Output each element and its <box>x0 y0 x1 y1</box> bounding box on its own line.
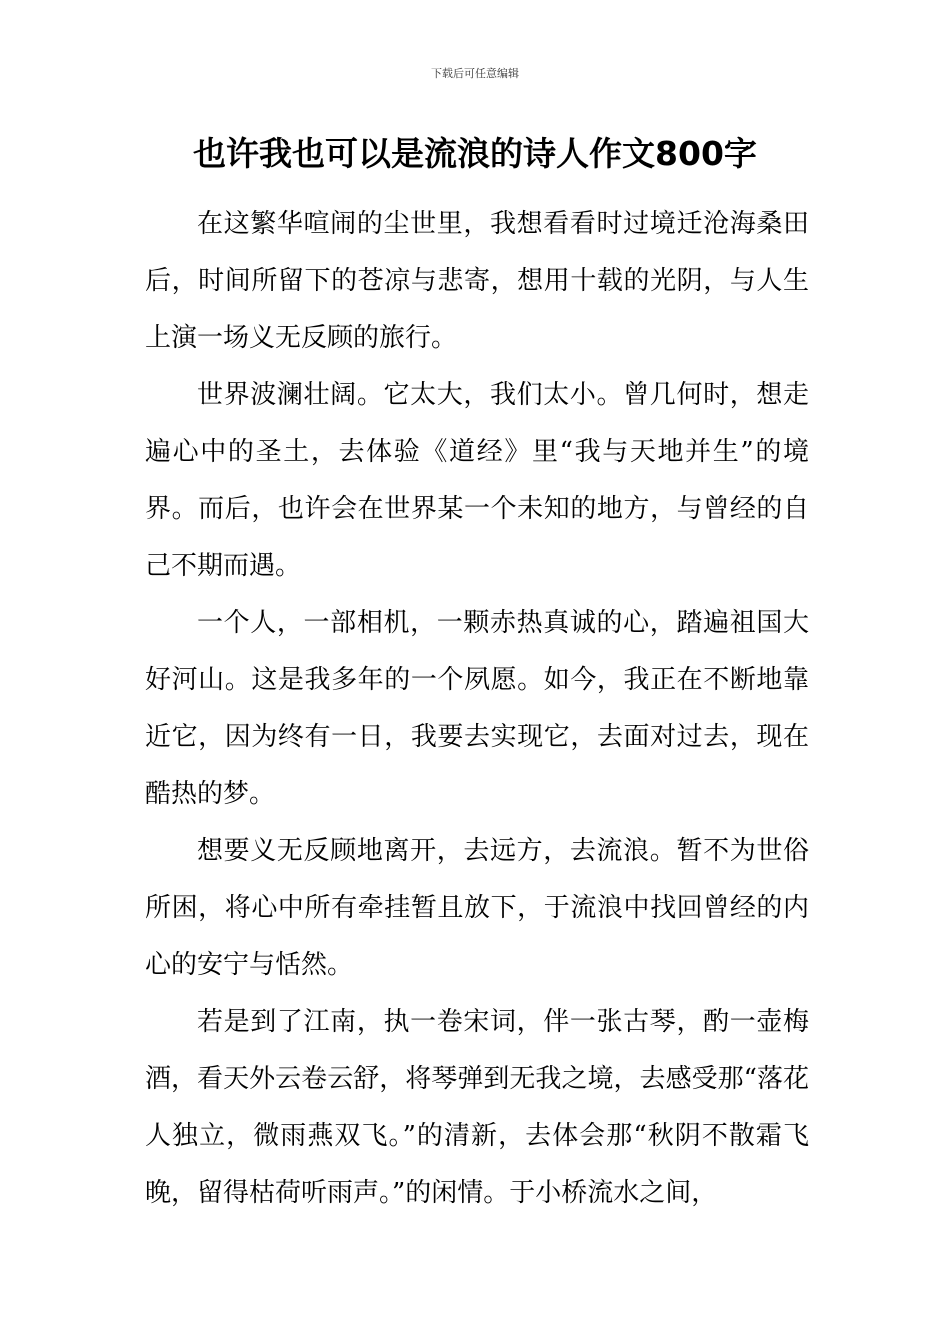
paragraph-4: 想要义无反顾地离开，去远方，去流浪。暂不为世俗所困，将心中所有牵挂暂且放下，于流浪中找回曾经的内心的安宁与恬然。 <box>145 836 809 980</box>
page-title: 也许我也可以是流浪的诗人作文800字 <box>193 134 757 173</box>
paragraph-3: 一个人，一部相机，一颗赤热真诚的心，踏遍祖国大好河山。这是我多年的一个夙愿。如今，我正在不断地靠近它，因为终有一日，我要去实现它，去面对过去，现在酷热的梦。 <box>145 608 809 809</box>
paragraph-2: 世界波澜壮阔。它太大，我们太小。曾几何时，想走遍心中的圣土，去体验《道经》里“我与天地并生”的境界。而后，也许会在世界某一个未知的地方，与曾经的自己不期而遇。 <box>145 380 809 581</box>
paragraph-5: 若是到了江南，执一卷宋词，伴一张古琴，酌一壶梅酒，看天外云卷云舒，将琴弹到无我之境，去感受那“落花人独立，微雨燕双飞。”的清新，去体会那“秋阴不散霜飞晚，留得枯荷听雨声。”的闲情。于小桥流水之间， <box>145 1007 809 1208</box>
header-note: 下载后可任意编辑 <box>431 67 519 80</box>
paragraph-1: 在这繁华喧闹的尘世里，我想看看时过境迁沧海桑田后，时间所留下的苍凉与悲寄，想用十载的光阴，与人生上演一场义无反顾的旅行。 <box>145 209 809 353</box>
article-body <box>145 196 809 1222</box>
